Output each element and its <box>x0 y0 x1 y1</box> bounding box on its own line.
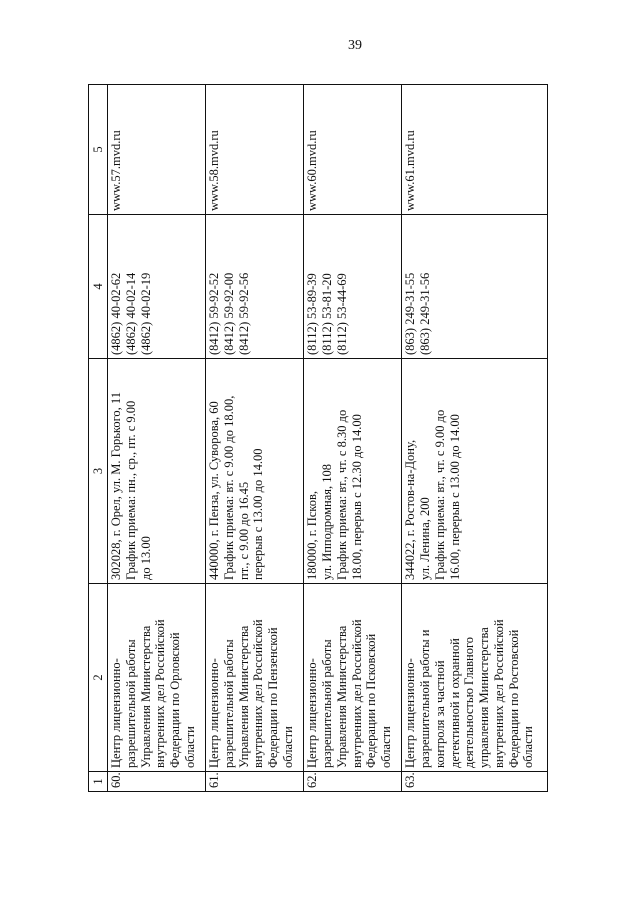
phones-cell <box>108 215 206 359</box>
phone-number: (4862) 40-02-14 <box>123 272 138 355</box>
address-schedule-line: перерыв с 13.00 до 14.00 <box>251 448 266 580</box>
column-header: 4 <box>89 215 108 359</box>
address-schedule-line: График приема: вт., чт. с 9.00 до <box>432 409 447 580</box>
organizations-table-container <box>88 85 548 792</box>
organization-name-cell <box>402 584 548 772</box>
phone-number: (8112) 53-44-69 <box>334 273 349 355</box>
address-schedule-cell <box>206 359 304 584</box>
address-schedule-cell <box>304 359 402 584</box>
column-header: 5 <box>89 85 108 215</box>
phone-number: (4862) 40-02-62 <box>109 272 124 355</box>
organization-name-line: Федерации по Псковской <box>364 633 379 768</box>
column-header: 2 <box>89 584 108 772</box>
phone-number: (863) 249-31-56 <box>418 272 433 355</box>
website-link[interactable]: www.58.mvd.ru <box>206 85 304 215</box>
address-schedule-line: 440000, г. Пенза, ул. Суворова, 60 <box>207 401 222 580</box>
website-link[interactable]: www.61.mvd.ru <box>402 85 548 215</box>
table-header-row <box>89 85 108 792</box>
address-schedule-line: ул. Ленина, 200 <box>418 497 433 580</box>
organization-name-line: внутренних дел Российской <box>349 619 364 768</box>
organization-name-line: разрешительной работы <box>221 639 236 768</box>
organization-name-line: разрешительной работы <box>320 639 335 768</box>
address-schedule-line: 180000, г. Псков, <box>305 490 320 580</box>
address-schedule-line: График приема: вт., чт. с 8.30 до <box>334 409 349 580</box>
organization-name-line: управления Министерства <box>477 627 492 768</box>
phone-number: (8112) 53-81-20 <box>320 273 335 355</box>
website-link[interactable]: www.57.mvd.ru <box>108 85 206 215</box>
organization-name-cell <box>108 584 206 772</box>
organization-name-line: Управления Министерства <box>334 625 349 768</box>
phone-number: (4862) 40-02-19 <box>138 272 153 355</box>
table-row <box>304 85 402 792</box>
organization-name-line: Центр лицензионно- <box>109 658 124 768</box>
organization-name-line: Центр лицензионно- <box>403 658 418 768</box>
organization-name-line: Центр лицензионно- <box>305 658 320 768</box>
phones-cell <box>402 215 548 359</box>
organization-name-line: внутренних дел Российской <box>251 619 266 768</box>
table-body <box>108 85 548 792</box>
organization-name-cell <box>206 584 304 772</box>
phones-cell <box>206 215 304 359</box>
address-schedule-line: ул. Ипподромная, 108 <box>320 463 335 580</box>
phone-number: (8412) 59-92-52 <box>207 272 222 355</box>
organization-name-line: Федерации по Пензенской <box>266 627 281 768</box>
organization-name-line: области <box>280 726 295 768</box>
row-number: 63. <box>402 772 548 792</box>
organization-name-line: разрешительной работы и <box>418 629 433 768</box>
address-schedule-line: 344022, г. Ростов-на-Дону, <box>403 439 418 580</box>
address-schedule-line: 18.00, перерыв с 12.30 до 14.00 <box>349 414 364 580</box>
column-header: 1 <box>89 772 108 792</box>
organization-name-line: детективной и охранной <box>447 638 462 768</box>
organization-name-line: внутренних дел Российской <box>153 619 168 768</box>
organization-name-line: Управления Министерства <box>236 625 251 768</box>
organization-name-line: Федерации по Орловской <box>168 632 183 768</box>
row-number: 60. <box>108 772 206 792</box>
organization-name-line: контроля за частной <box>432 660 447 768</box>
column-header: 3 <box>89 359 108 584</box>
address-schedule-line: пт., с 9.00 до 16.45 <box>236 481 251 580</box>
table-row <box>206 85 304 792</box>
organization-name-line: Центр лицензионно- <box>207 658 222 768</box>
page-number: 39 <box>348 38 362 53</box>
phone-number: (8112) 53-89-39 <box>305 273 320 355</box>
address-schedule-cell <box>402 359 548 584</box>
organization-name-line: области <box>182 726 197 768</box>
row-number: 62. <box>304 772 402 792</box>
table-row <box>108 85 206 792</box>
row-number: 61. <box>206 772 304 792</box>
phones-cell <box>304 215 402 359</box>
address-schedule-line: График приема: пн., ср., пт. с 9.00 <box>123 400 138 580</box>
rotated-table-frame <box>88 85 548 792</box>
organization-name-line: Управления Министерства <box>138 625 153 768</box>
organization-name-line: области <box>379 726 394 768</box>
organization-name-line: области <box>521 726 536 768</box>
organizations-table <box>88 84 548 792</box>
website-link[interactable]: www.60.mvd.ru <box>304 85 402 215</box>
address-schedule-line: График приема: вт. с 9.00 до 18.00, <box>221 395 236 580</box>
address-schedule-line: 302028, г. Орел, ул. М. Горького, 11 <box>109 392 124 580</box>
organization-name-line: Федерации по Ростовской <box>506 629 521 768</box>
phone-number: (863) 249-31-55 <box>403 272 418 355</box>
address-schedule-line: 16.00, перерыв с 13.00 до 14.00 <box>447 414 462 580</box>
address-schedule-line: до 13.00 <box>138 536 153 580</box>
address-schedule-cell <box>108 359 206 584</box>
organization-name-line: разрешительной работы <box>123 639 138 768</box>
table-row <box>402 85 548 792</box>
phone-number: (8412) 59-92-56 <box>236 272 251 355</box>
organization-name-line: деятельностью Главного <box>462 636 477 768</box>
organization-name-cell <box>304 584 402 772</box>
phone-number: (8412) 59-92-00 <box>221 272 236 355</box>
organization-name-line: внутренних дел Российской <box>491 619 506 768</box>
